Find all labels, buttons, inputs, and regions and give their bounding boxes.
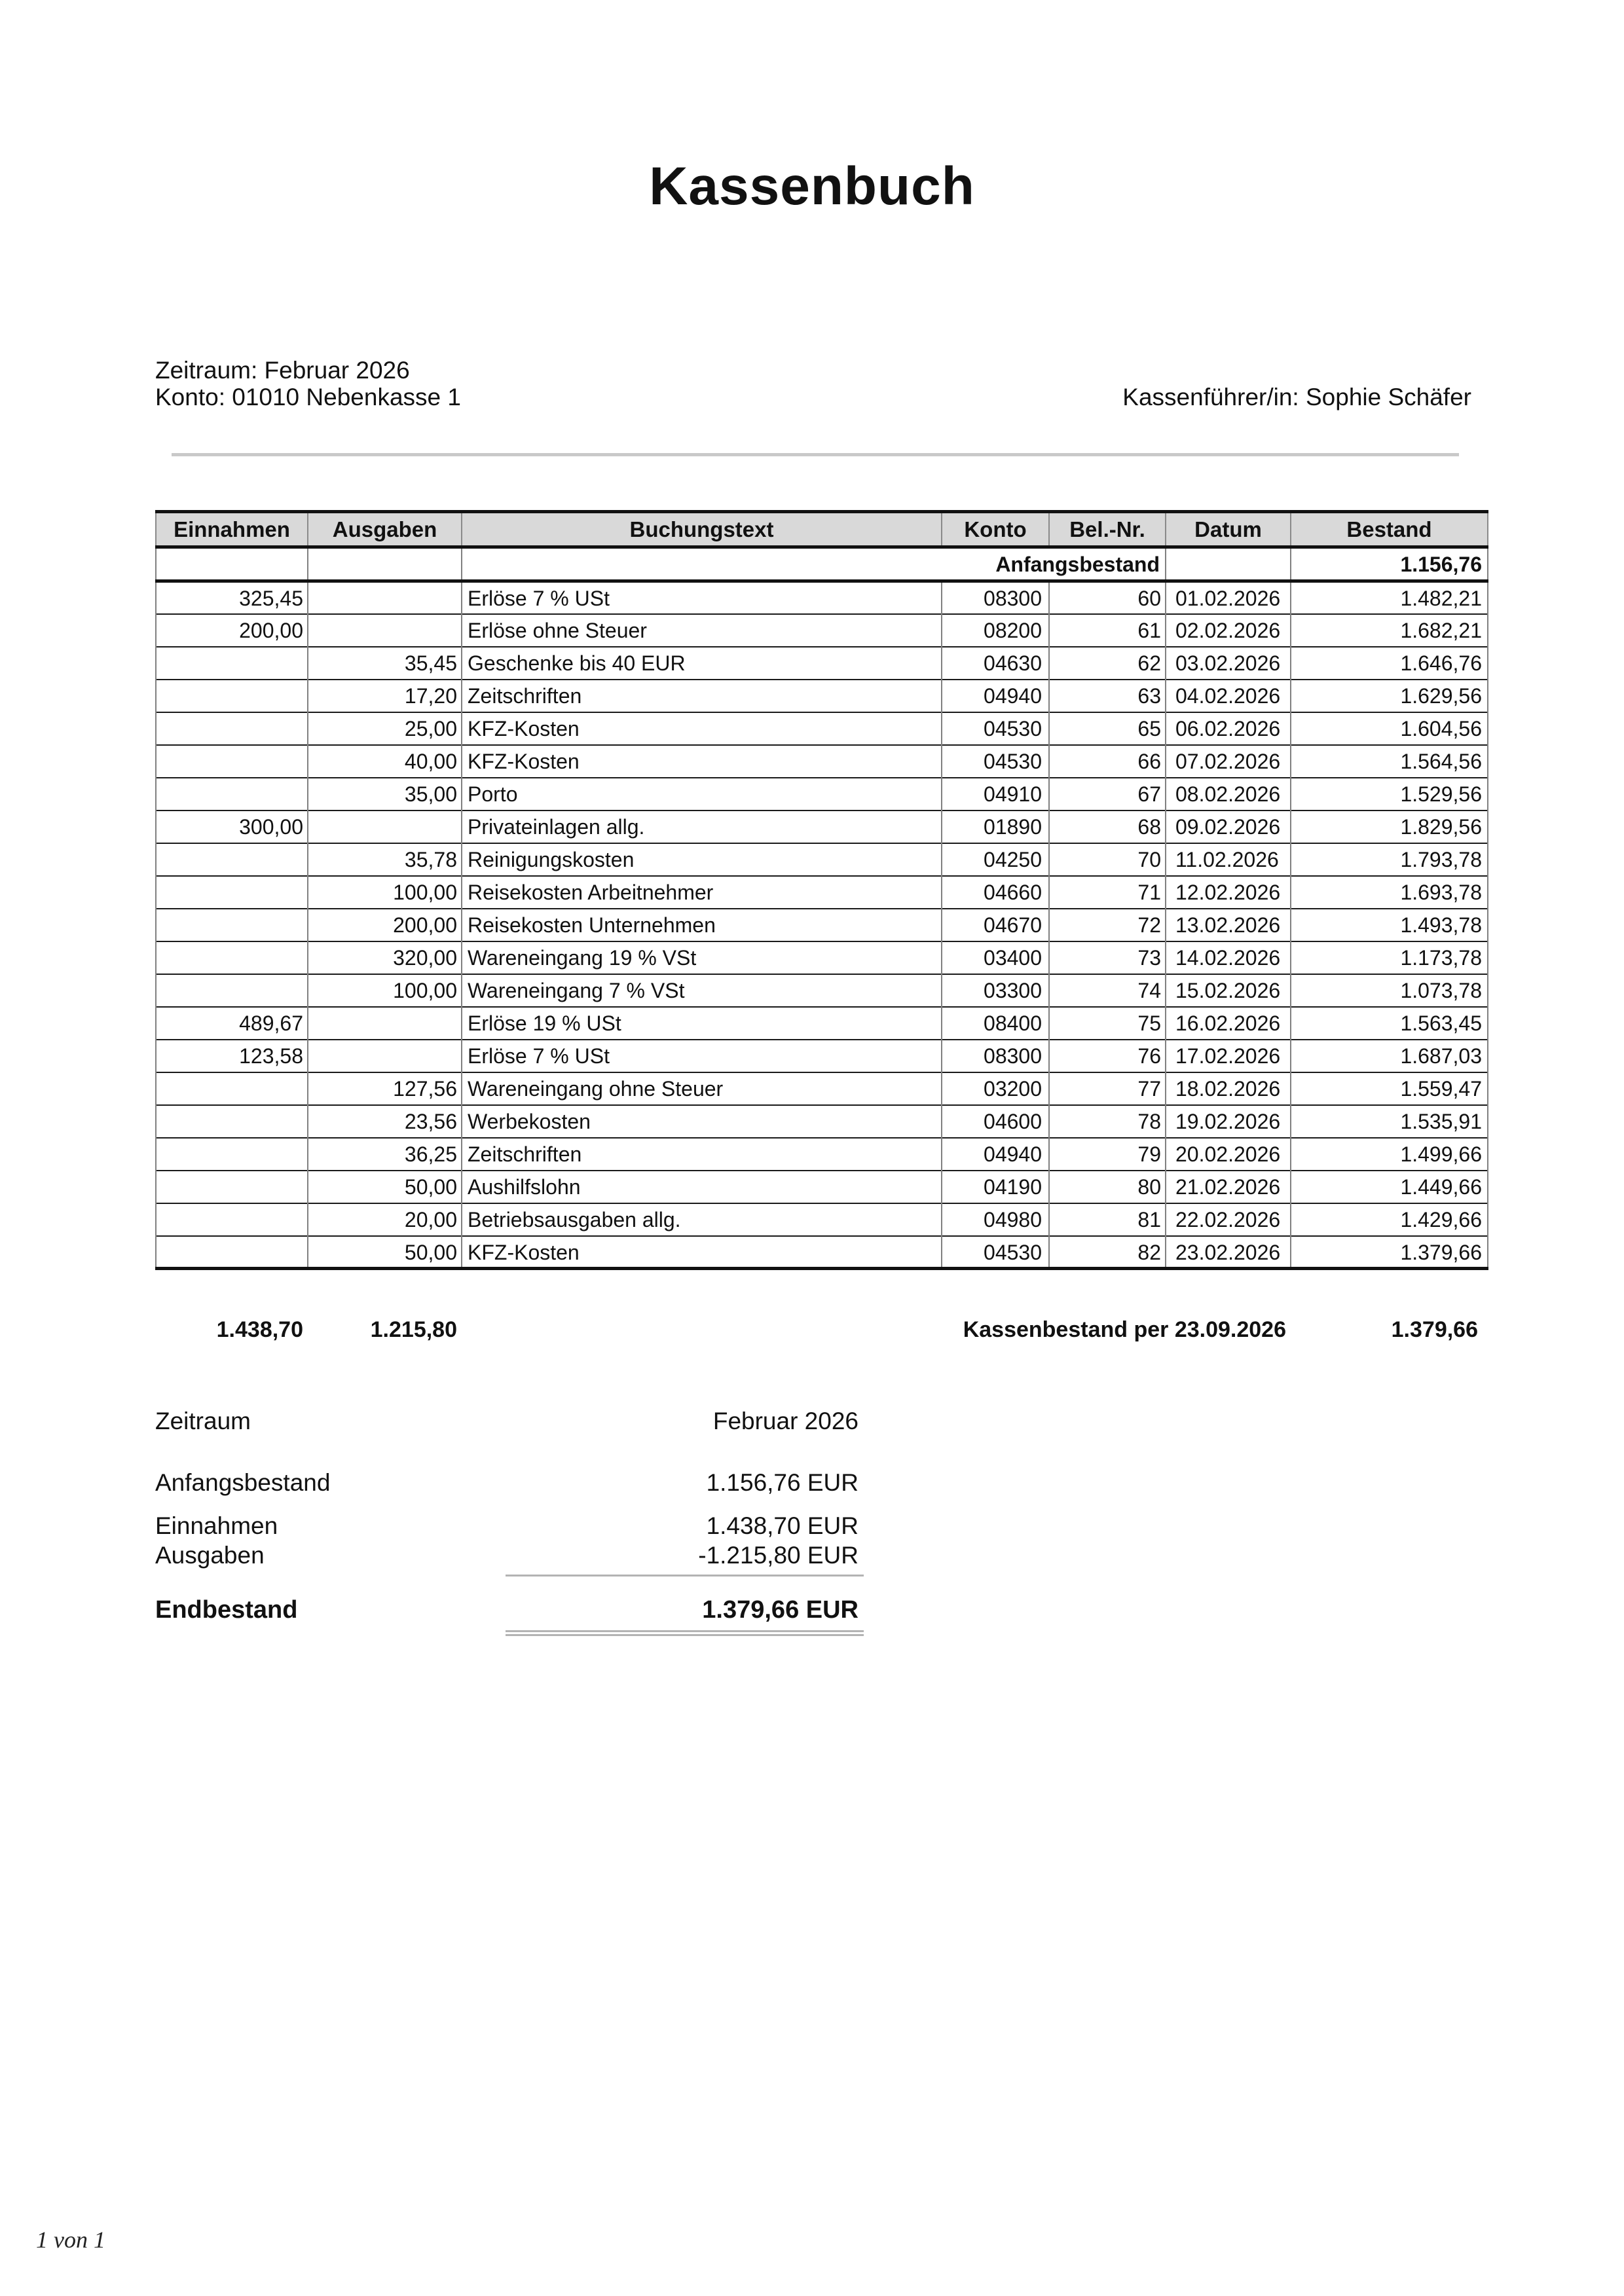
summary-value: -1.215,80 EUR bbox=[698, 1542, 858, 1569]
cell-einnahmen bbox=[156, 1138, 308, 1171]
table-row bbox=[156, 778, 1488, 811]
cell-datum: 21.02.2026 bbox=[1166, 1171, 1291, 1203]
cell-ausgaben bbox=[308, 811, 462, 843]
cell-konto: 04670 bbox=[942, 909, 1049, 941]
cell-bestand: 1.629,56 bbox=[1291, 680, 1488, 712]
cell-ausgaben bbox=[308, 1040, 462, 1072]
cell-buchungstext: Zeitschriften bbox=[462, 1138, 942, 1171]
column-header-belnr: Bel.-Nr. bbox=[1049, 512, 1166, 547]
table-row bbox=[156, 1105, 1488, 1138]
cell-konto: 04600 bbox=[942, 1105, 1049, 1138]
cell-datum: 20.02.2026 bbox=[1166, 1138, 1291, 1171]
cell-datum: 16.02.2026 bbox=[1166, 1007, 1291, 1040]
cell-einnahmen bbox=[156, 647, 308, 680]
cell-datum: 23.02.2026 bbox=[1166, 1236, 1291, 1269]
cell-ausgaben: 200,00 bbox=[308, 909, 462, 941]
cell-buchungstext: KFZ-Kosten bbox=[462, 745, 942, 778]
column-header-bestand: Bestand bbox=[1291, 512, 1488, 547]
cell-bestand: 1.563,45 bbox=[1291, 1007, 1488, 1040]
cell-belnr: 80 bbox=[1049, 1171, 1166, 1203]
cell-konto: 04980 bbox=[942, 1203, 1049, 1236]
summary-value: 1.379,66 EUR bbox=[702, 1596, 858, 1624]
cell-buchungstext: Aushilfslohn bbox=[462, 1171, 942, 1203]
table-row bbox=[156, 1138, 1488, 1171]
cell-bestand: 1.173,78 bbox=[1291, 941, 1488, 974]
table-row bbox=[156, 581, 1488, 614]
table-row bbox=[156, 941, 1488, 974]
anfangsbestand-value: 1.156,76 bbox=[1291, 547, 1488, 581]
table-row bbox=[156, 1203, 1488, 1236]
cell-konto: 04660 bbox=[942, 876, 1049, 909]
cell-belnr: 74 bbox=[1049, 974, 1166, 1007]
cell-einnahmen bbox=[156, 1072, 308, 1105]
cell-datum: 13.02.2026 bbox=[1166, 909, 1291, 941]
summary-final-double-rule bbox=[506, 1630, 864, 1636]
cell-ausgaben: 35,45 bbox=[308, 647, 462, 680]
cell-einnahmen bbox=[156, 778, 308, 811]
cell-datum: 11.02.2026 bbox=[1166, 843, 1291, 876]
cell-einnahmen: 489,67 bbox=[156, 1007, 308, 1040]
cell-buchungstext: Betriebsausgaben allg. bbox=[462, 1203, 942, 1236]
cell-datum: 22.02.2026 bbox=[1166, 1203, 1291, 1236]
cell-einnahmen: 123,58 bbox=[156, 1040, 308, 1072]
cell-ausgaben bbox=[308, 1007, 462, 1040]
cell-bestand: 1.646,76 bbox=[1291, 647, 1488, 680]
table-row bbox=[156, 843, 1488, 876]
cell-buchungstext: KFZ-Kosten bbox=[462, 1236, 942, 1269]
cell-datum: 15.02.2026 bbox=[1166, 974, 1291, 1007]
column-header-datum: Datum bbox=[1166, 512, 1291, 547]
kassenbestand-label: Kassenbestand per 23.09.2026 bbox=[963, 1317, 1286, 1342]
cell-belnr: 71 bbox=[1049, 876, 1166, 909]
table-header bbox=[156, 512, 1488, 547]
cell-buchungstext: Erlöse 7 % USt bbox=[462, 1040, 942, 1072]
cell-einnahmen bbox=[156, 843, 308, 876]
cell-bestand: 1.829,56 bbox=[1291, 811, 1488, 843]
cell-ausgaben: 50,00 bbox=[308, 1236, 462, 1269]
cell-belnr: 63 bbox=[1049, 680, 1166, 712]
cell-buchungstext: Reinigungskosten bbox=[462, 843, 942, 876]
cell-konto: 04940 bbox=[942, 680, 1049, 712]
cell-konto: 04530 bbox=[942, 1236, 1049, 1269]
summary-block bbox=[155, 1408, 858, 1656]
cell-bestand: 1.499,66 bbox=[1291, 1138, 1488, 1171]
cell-ausgaben: 20,00 bbox=[308, 1203, 462, 1236]
cell-buchungstext: Erlöse 7 % USt bbox=[462, 581, 942, 614]
cell-belnr: 70 bbox=[1049, 843, 1166, 876]
cell-einnahmen: 200,00 bbox=[156, 614, 308, 647]
cell-buchungstext: Zeitschriften bbox=[462, 680, 942, 712]
cell-belnr: 66 bbox=[1049, 745, 1166, 778]
cell-konto: 04190 bbox=[942, 1171, 1049, 1203]
zeitraum-line: Zeitraum: Februar 2026 bbox=[155, 357, 410, 384]
cell-bestand: 1.449,66 bbox=[1291, 1171, 1488, 1203]
cell-ausgaben: 100,00 bbox=[308, 876, 462, 909]
cell-konto: 04630 bbox=[942, 647, 1049, 680]
column-header-konto: Konto bbox=[942, 512, 1049, 547]
summary-value: 1.156,76 EUR bbox=[706, 1469, 858, 1496]
table-row bbox=[156, 614, 1488, 647]
anfangsbestand-row bbox=[156, 547, 1488, 581]
column-header-einnahmen: Einnahmen bbox=[156, 512, 308, 547]
cell-ausgaben: 35,78 bbox=[308, 843, 462, 876]
cell-einnahmen bbox=[156, 1105, 308, 1138]
cell-buchungstext: Privateinlagen allg. bbox=[462, 811, 942, 843]
cell-einnahmen bbox=[156, 1236, 308, 1269]
kassenbuch-table bbox=[155, 510, 1488, 1270]
cell-belnr: 78 bbox=[1049, 1105, 1166, 1138]
cell-einnahmen bbox=[156, 974, 308, 1007]
cell-ausgaben bbox=[308, 614, 462, 647]
cell-belnr: 73 bbox=[1049, 941, 1166, 974]
cell-buchungstext: Wareneingang 19 % VSt bbox=[462, 941, 942, 974]
cell-buchungstext: Reisekosten Arbeitnehmer bbox=[462, 876, 942, 909]
table-row bbox=[156, 712, 1488, 745]
anfangsbestand-label: Anfangsbestand bbox=[462, 547, 1166, 581]
cell-einnahmen bbox=[156, 712, 308, 745]
total-bestand: 1.379,66 bbox=[1391, 1317, 1478, 1342]
cell-ausgaben: 320,00 bbox=[308, 941, 462, 974]
column-header-ausgaben: Ausgaben bbox=[308, 512, 462, 547]
cell-buchungstext: Geschenke bis 40 EUR bbox=[462, 647, 942, 680]
cell-konto: 08400 bbox=[942, 1007, 1049, 1040]
cell-einnahmen bbox=[156, 876, 308, 909]
cell-konto: 03300 bbox=[942, 974, 1049, 1007]
table-header-row bbox=[156, 512, 1488, 547]
cell-datum: 01.02.2026 bbox=[1166, 581, 1291, 614]
cell-belnr: 79 bbox=[1049, 1138, 1166, 1171]
cell-konto: 01890 bbox=[942, 811, 1049, 843]
cell-datum: 06.02.2026 bbox=[1166, 712, 1291, 745]
cell-konto: 04530 bbox=[942, 712, 1049, 745]
cell-einnahmen bbox=[156, 680, 308, 712]
cell-ausgaben bbox=[308, 547, 462, 581]
cell-belnr: 77 bbox=[1049, 1072, 1166, 1105]
table-row bbox=[156, 1040, 1488, 1072]
kassenfuehrer-line: Kassenführer/in: Sophie Schäfer bbox=[1122, 384, 1471, 410]
cell-belnr: 61 bbox=[1049, 614, 1166, 647]
summary-row-anfangsbestand bbox=[155, 1469, 858, 1497]
cell-einnahmen bbox=[156, 1203, 308, 1236]
column-header-buchungstext: Buchungstext bbox=[462, 512, 942, 547]
cell-bestand: 1.793,78 bbox=[1291, 843, 1488, 876]
table-row bbox=[156, 1236, 1488, 1269]
cell-datum: 14.02.2026 bbox=[1166, 941, 1291, 974]
cell-bestand: 1.429,66 bbox=[1291, 1203, 1488, 1236]
summary-row-zeitraum bbox=[155, 1408, 858, 1435]
cell-konto: 08300 bbox=[942, 1040, 1049, 1072]
cell-belnr: 67 bbox=[1049, 778, 1166, 811]
cell-datum: 04.02.2026 bbox=[1166, 680, 1291, 712]
cell-bestand: 1.535,91 bbox=[1291, 1105, 1488, 1138]
cell-datum bbox=[1166, 547, 1291, 581]
cell-konto: 04530 bbox=[942, 745, 1049, 778]
page-title: Kassenbuch bbox=[649, 156, 975, 216]
cell-ausgaben: 17,20 bbox=[308, 680, 462, 712]
cell-ausgaben: 127,56 bbox=[308, 1072, 462, 1105]
cell-buchungstext: KFZ-Kosten bbox=[462, 712, 942, 745]
footer-page-number: 1 von 1 bbox=[36, 2227, 105, 2253]
cell-belnr: 82 bbox=[1049, 1236, 1166, 1269]
cell-konto: 04910 bbox=[942, 778, 1049, 811]
table-row bbox=[156, 811, 1488, 843]
summary-value: Februar 2026 bbox=[712, 1408, 858, 1434]
cell-buchungstext: Werbekosten bbox=[462, 1105, 942, 1138]
cell-ausgaben: 36,25 bbox=[308, 1138, 462, 1171]
cell-datum: 07.02.2026 bbox=[1166, 745, 1291, 778]
cell-buchungstext: Wareneingang 7 % VSt bbox=[462, 974, 942, 1007]
summary-label: Endbestand bbox=[155, 1596, 298, 1624]
cell-konto: 08200 bbox=[942, 614, 1049, 647]
table-row bbox=[156, 680, 1488, 712]
cell-buchungstext: Erlöse 19 % USt bbox=[462, 1007, 942, 1040]
cell-einnahmen bbox=[156, 941, 308, 974]
cell-konto: 03200 bbox=[942, 1072, 1049, 1105]
cell-bestand: 1.682,21 bbox=[1291, 614, 1488, 647]
cell-ausgaben: 40,00 bbox=[308, 745, 462, 778]
cell-einnahmen bbox=[156, 547, 308, 581]
cell-bestand: 1.482,21 bbox=[1291, 581, 1488, 614]
cell-bestand: 1.073,78 bbox=[1291, 974, 1488, 1007]
cell-belnr: 72 bbox=[1049, 909, 1166, 941]
cell-buchungstext: Erlöse ohne Steuer bbox=[462, 614, 942, 647]
cell-datum: 09.02.2026 bbox=[1166, 811, 1291, 843]
cell-konto: 03400 bbox=[942, 941, 1049, 974]
cell-konto: 04940 bbox=[942, 1138, 1049, 1171]
total-einnahmen: 1.438,70 bbox=[216, 1317, 303, 1342]
cell-ausgaben: 100,00 bbox=[308, 974, 462, 1007]
cell-bestand: 1.559,47 bbox=[1291, 1072, 1488, 1105]
table-row bbox=[156, 1007, 1488, 1040]
summary-row-einnahmen bbox=[155, 1512, 858, 1540]
summary-label: Ausgaben bbox=[155, 1542, 265, 1569]
table-body bbox=[156, 547, 1488, 1269]
cell-bestand: 1.604,56 bbox=[1291, 712, 1488, 745]
cell-ausgaben bbox=[308, 581, 462, 614]
summary-label: Anfangsbestand bbox=[155, 1469, 331, 1496]
cell-datum: 17.02.2026 bbox=[1166, 1040, 1291, 1072]
cell-buchungstext: Porto bbox=[462, 778, 942, 811]
table-row bbox=[156, 876, 1488, 909]
cell-datum: 08.02.2026 bbox=[1166, 778, 1291, 811]
cell-ausgaben: 35,00 bbox=[308, 778, 462, 811]
summary-row-endbestand bbox=[155, 1596, 858, 1624]
summary-value: 1.438,70 EUR bbox=[706, 1512, 858, 1539]
cell-belnr: 62 bbox=[1049, 647, 1166, 680]
cell-bestand: 1.687,03 bbox=[1291, 1040, 1488, 1072]
summary-subtotal-rule bbox=[506, 1575, 864, 1576]
cell-ausgaben: 50,00 bbox=[308, 1171, 462, 1203]
cell-bestand: 1.693,78 bbox=[1291, 876, 1488, 909]
table-row bbox=[156, 1072, 1488, 1105]
konto-line: Konto: 01010 Nebenkasse 1 bbox=[155, 384, 461, 410]
cell-einnahmen bbox=[156, 1171, 308, 1203]
cell-belnr: 76 bbox=[1049, 1040, 1166, 1072]
totals-row bbox=[155, 1317, 1487, 1343]
cell-belnr: 81 bbox=[1049, 1203, 1166, 1236]
cell-ausgaben: 25,00 bbox=[308, 712, 462, 745]
cell-belnr: 60 bbox=[1049, 581, 1166, 614]
summary-label: Zeitraum bbox=[155, 1408, 251, 1434]
table-row bbox=[156, 909, 1488, 941]
cell-konto: 04250 bbox=[942, 843, 1049, 876]
cell-datum: 03.02.2026 bbox=[1166, 647, 1291, 680]
cell-ausgaben: 23,56 bbox=[308, 1105, 462, 1138]
cell-bestand: 1.379,66 bbox=[1291, 1236, 1488, 1269]
summary-row-ausgaben bbox=[155, 1542, 858, 1569]
table-row bbox=[156, 647, 1488, 680]
cell-einnahmen bbox=[156, 745, 308, 778]
cell-einnahmen: 325,45 bbox=[156, 581, 308, 614]
cell-bestand: 1.493,78 bbox=[1291, 909, 1488, 941]
table-row bbox=[156, 974, 1488, 1007]
report-info bbox=[155, 357, 461, 410]
cell-belnr: 68 bbox=[1049, 811, 1166, 843]
cell-datum: 18.02.2026 bbox=[1166, 1072, 1291, 1105]
table-row bbox=[156, 745, 1488, 778]
cell-bestand: 1.564,56 bbox=[1291, 745, 1488, 778]
total-ausgaben: 1.215,80 bbox=[370, 1317, 457, 1342]
cell-datum: 02.02.2026 bbox=[1166, 614, 1291, 647]
cell-belnr: 65 bbox=[1049, 712, 1166, 745]
cell-buchungstext: Reisekosten Unternehmen bbox=[462, 909, 942, 941]
table-row bbox=[156, 1171, 1488, 1203]
cell-einnahmen bbox=[156, 909, 308, 941]
summary-label: Einnahmen bbox=[155, 1512, 278, 1539]
cell-bestand: 1.529,56 bbox=[1291, 778, 1488, 811]
header-divider bbox=[172, 453, 1459, 456]
cell-datum: 12.02.2026 bbox=[1166, 876, 1291, 909]
cell-buchungstext: Wareneingang ohne Steuer bbox=[462, 1072, 942, 1105]
cell-einnahmen: 300,00 bbox=[156, 811, 308, 843]
cell-datum: 19.02.2026 bbox=[1166, 1105, 1291, 1138]
cell-konto: 08300 bbox=[942, 581, 1049, 614]
cell-belnr: 75 bbox=[1049, 1007, 1166, 1040]
